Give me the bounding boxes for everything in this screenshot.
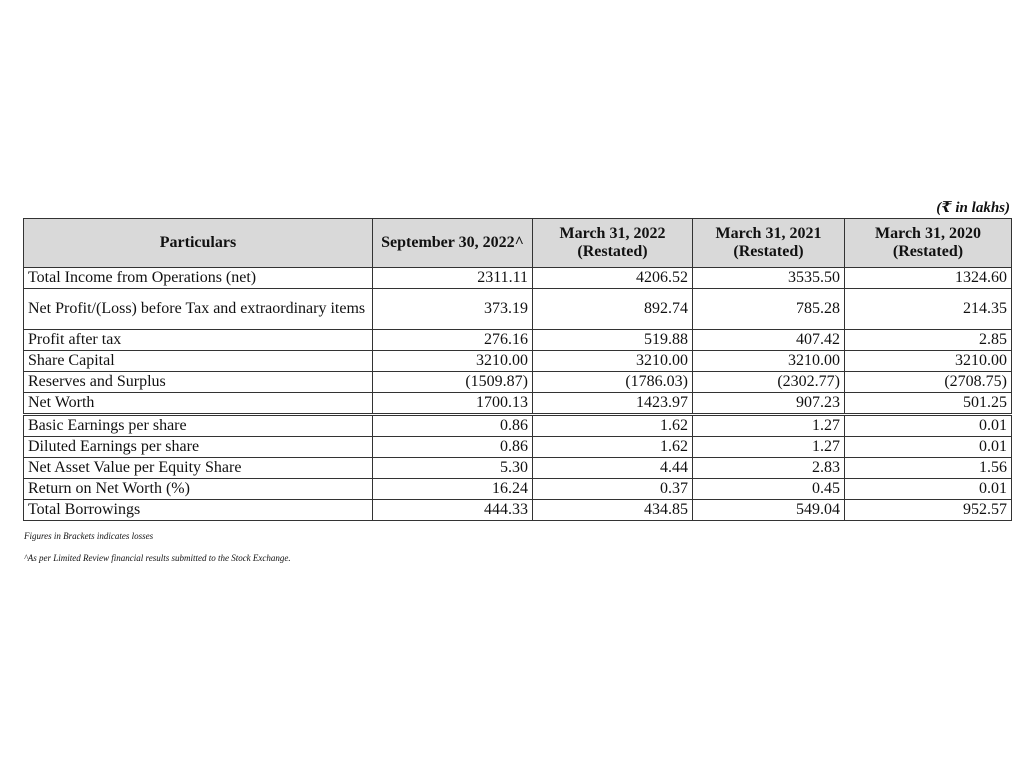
table-row: [24, 372, 1012, 393]
table-row: [24, 351, 1012, 372]
row-label: Return on Net Worth (%): [24, 479, 373, 500]
cell-value: 0.86: [373, 415, 533, 437]
table-row: [24, 500, 1012, 521]
header-mar-2022: March 31, 2022 (Restated): [533, 219, 693, 268]
row-label: Share Capital: [24, 351, 373, 372]
cell-value: (1509.87): [373, 372, 533, 393]
cell-value: 3210.00: [693, 351, 845, 372]
cell-value: 0.86: [373, 437, 533, 458]
table-row: [24, 479, 1012, 500]
cell-value: 0.45: [693, 479, 845, 500]
row-label: Net Asset Value per Equity Share: [24, 458, 373, 479]
table-row: [24, 393, 1012, 415]
cell-value: (2302.77): [693, 372, 845, 393]
cell-value: 407.42: [693, 330, 845, 351]
row-label: Total Income from Operations (net): [24, 268, 373, 289]
cell-value: 1423.97: [533, 393, 693, 415]
row-label: Diluted Earnings per share: [24, 437, 373, 458]
cell-value: 373.19: [373, 289, 533, 330]
cell-value: 3210.00: [373, 351, 533, 372]
cell-value: 519.88: [533, 330, 693, 351]
cell-value: 785.28: [693, 289, 845, 330]
cell-value: 0.01: [845, 437, 1012, 458]
row-label: Reserves and Surplus: [24, 372, 373, 393]
cell-value: (2708.75): [845, 372, 1012, 393]
cell-value: 1.56: [845, 458, 1012, 479]
cell-value: 2311.11: [373, 268, 533, 289]
cell-value: 214.35: [845, 289, 1012, 330]
table-row: [24, 330, 1012, 351]
header-particulars: Particulars: [24, 219, 373, 268]
cell-value: 1.62: [533, 415, 693, 437]
cell-value: 3210.00: [533, 351, 693, 372]
cell-value: 952.57: [845, 500, 1012, 521]
cell-value: (1786.03): [533, 372, 693, 393]
cell-value: 892.74: [533, 289, 693, 330]
cell-value: 1700.13: [373, 393, 533, 415]
cell-value: 3535.50: [693, 268, 845, 289]
cell-value: 907.23: [693, 393, 845, 415]
cell-value: 444.33: [373, 500, 533, 521]
cell-value: 276.16: [373, 330, 533, 351]
table-row: [24, 458, 1012, 479]
cell-value: 0.01: [845, 479, 1012, 500]
table-row: [24, 415, 1012, 437]
cell-value: 1324.60: [845, 268, 1012, 289]
footnote-losses: Figures in Brackets indicates losses: [24, 531, 154, 541]
row-label: Total Borrowings: [24, 500, 373, 521]
cell-value: 3210.00: [845, 351, 1012, 372]
header-mar-2021: March 31, 2021 (Restated): [693, 219, 845, 268]
row-label: Basic Earnings per share: [24, 415, 373, 437]
cell-value: 549.04: [693, 500, 845, 521]
unit-note: (₹ in lakhs): [936, 200, 1010, 216]
financial-summary-table: [23, 218, 1012, 521]
cell-value: 4.44: [533, 458, 693, 479]
cell-value: 4206.52: [533, 268, 693, 289]
cell-value: 1.27: [693, 437, 845, 458]
cell-value: 501.25: [845, 393, 1012, 415]
cell-value: 0.37: [533, 479, 693, 500]
cell-value: 0.01: [845, 415, 1012, 437]
cell-value: 434.85: [533, 500, 693, 521]
table-row: [24, 289, 1012, 330]
cell-value: 1.62: [533, 437, 693, 458]
header-sep-2022: September 30, 2022^: [373, 219, 533, 268]
cell-value: 5.30: [373, 458, 533, 479]
footnote-limited-review: ^As per Limited Review financial results submitted to the Stock Exchange.: [24, 553, 291, 563]
header-mar-2020: March 31, 2020 (Restated): [845, 219, 1012, 268]
cell-value: 2.85: [845, 330, 1012, 351]
table-row: [24, 268, 1012, 289]
cell-value: 2.83: [693, 458, 845, 479]
table-row: [24, 437, 1012, 458]
table-header-row: [24, 219, 1012, 268]
cell-value: 16.24: [373, 479, 533, 500]
row-label: Net Profit/(Loss) before Tax and extraordinary items: [24, 289, 373, 330]
cell-value: 1.27: [693, 415, 845, 437]
row-label: Profit after tax: [24, 330, 373, 351]
row-label: Net Worth: [24, 393, 373, 415]
